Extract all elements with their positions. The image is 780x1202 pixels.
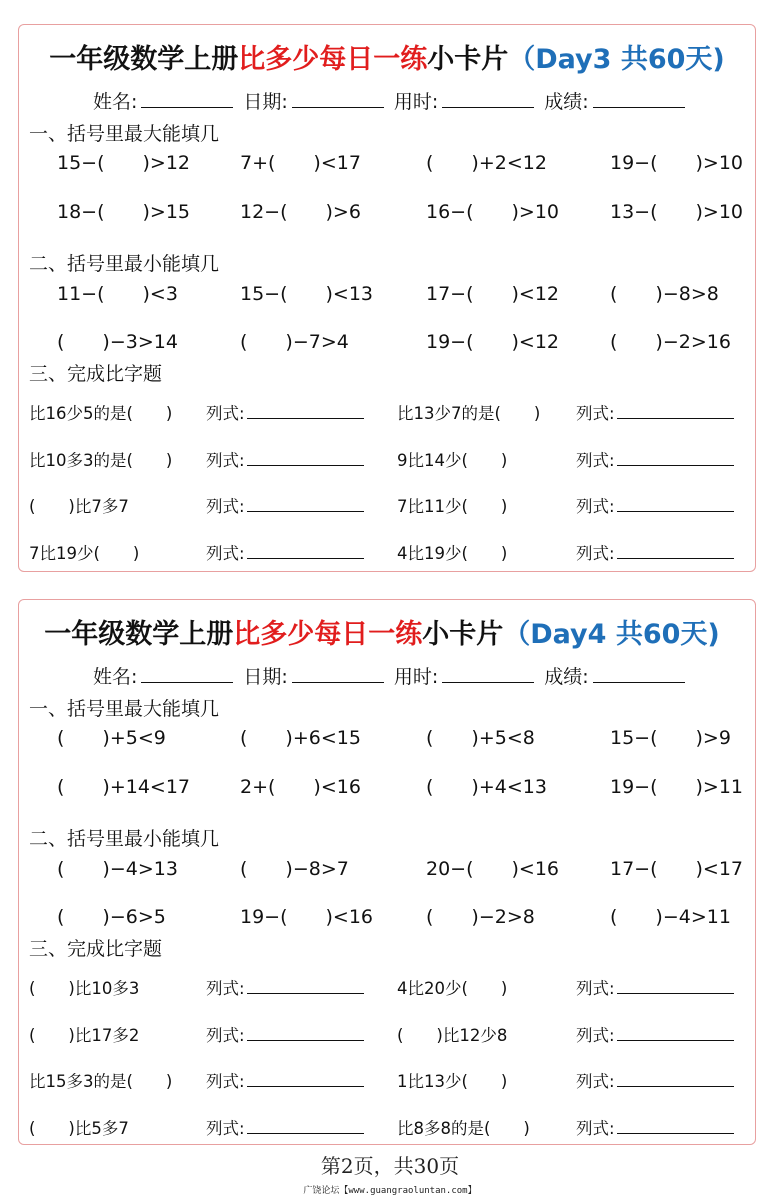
word-problem[interactable]: 9比14少( ) — [397, 451, 508, 470]
info-field — [93, 87, 233, 114]
info-field — [544, 662, 684, 689]
info-field — [394, 87, 534, 114]
formula-field[interactable] — [576, 975, 734, 999]
title-part: 比多少每日一练 — [233, 619, 423, 650]
formula-field[interactable] — [206, 493, 364, 517]
problem[interactable]: 13−( )>10 — [610, 201, 744, 223]
info-label: 用时: — [393, 666, 439, 688]
formula-label: 列式: — [576, 979, 615, 998]
formula-label: 列式: — [206, 404, 245, 423]
formula-blank-line[interactable] — [617, 544, 734, 559]
problem[interactable]: 17−( )<12 — [426, 283, 560, 305]
section-heading: 三、完成比字题 — [29, 938, 163, 960]
word-problem[interactable]: 比8多8的是( ) — [397, 1119, 530, 1138]
practice-card — [18, 24, 756, 572]
formula-blank-line[interactable] — [247, 1072, 364, 1087]
problem[interactable]: 16−( )>10 — [426, 201, 560, 223]
info-label: 姓名: — [93, 91, 138, 113]
problem[interactable]: 17−( )<17 — [610, 858, 744, 880]
formula-field[interactable] — [206, 447, 364, 471]
word-problem[interactable]: 4比20少( ) — [397, 979, 508, 998]
info-label: 姓名: — [93, 666, 138, 688]
info-row — [93, 87, 755, 114]
formula-blank-line[interactable] — [247, 1119, 364, 1134]
word-problem[interactable]: 比13少7的是( ) — [397, 404, 541, 423]
problem[interactable]: ( )+5<8 — [426, 727, 535, 749]
formula-label: 列式: — [576, 1119, 615, 1138]
formula-blank-line[interactable] — [617, 1119, 734, 1134]
info-blank-line[interactable] — [141, 666, 233, 683]
problem[interactable]: ( )−3>14 — [57, 331, 178, 353]
word-problem[interactable]: 7比11少( ) — [397, 497, 508, 516]
formula-label: 列式: — [576, 1026, 615, 1045]
problem[interactable]: ( )−2>16 — [610, 331, 731, 353]
title-part: 一年级数学上册 — [44, 619, 234, 650]
word-problem[interactable]: 比16少5的是( ) — [29, 404, 173, 423]
formula-label: 列式: — [576, 1072, 615, 1091]
formula-blank-line[interactable] — [617, 1072, 734, 1087]
formula-field[interactable] — [576, 400, 734, 424]
problem[interactable]: 2+( )<16 — [240, 776, 361, 798]
page-number: 第2页，共30页 — [320, 1154, 460, 1178]
formula-field[interactable] — [576, 1115, 734, 1139]
formula-field[interactable] — [206, 540, 364, 564]
formula-label: 列式: — [206, 544, 245, 563]
problem[interactable]: ( )−4>11 — [610, 906, 731, 928]
problem[interactable]: 15−( )<13 — [240, 283, 374, 305]
problem[interactable]: 20−( )<16 — [426, 858, 560, 880]
problem[interactable]: 12−( )>6 — [240, 201, 361, 223]
formula-blank-line[interactable] — [247, 404, 364, 419]
info-label: 日期: — [243, 91, 288, 113]
word-problem[interactable]: 比10多3的是( ) — [29, 451, 173, 470]
formula-label: 列式: — [206, 1119, 245, 1138]
word-problem[interactable]: ( )比12少8 — [397, 1026, 508, 1045]
formula-field[interactable] — [576, 493, 734, 517]
info-row — [93, 662, 755, 689]
formula-blank-line[interactable] — [247, 544, 364, 559]
problem[interactable]: 15−( )>12 — [57, 152, 191, 174]
formula-blank-line[interactable] — [617, 404, 734, 419]
formula-blank-line[interactable] — [247, 497, 364, 512]
word-problem[interactable]: 1比13少( ) — [397, 1072, 508, 1091]
problem[interactable]: 11−( )<3 — [57, 283, 178, 305]
formula-field[interactable] — [206, 975, 364, 999]
problem[interactable]: ( )+2<12 — [426, 152, 547, 174]
formula-blank-line[interactable] — [247, 979, 364, 994]
problem[interactable]: ( )+6<15 — [240, 727, 361, 749]
problem[interactable]: 15−( )>9 — [610, 727, 731, 749]
formula-field[interactable] — [576, 1068, 734, 1092]
problem[interactable]: ( )+5<9 — [57, 727, 166, 749]
formula-label: 列式: — [206, 497, 245, 516]
info-field — [544, 87, 684, 114]
formula-field[interactable] — [206, 1115, 364, 1139]
formula-field[interactable] — [206, 1022, 364, 1046]
formula-blank-line[interactable] — [617, 979, 734, 994]
formula-label: 列式: — [576, 497, 615, 516]
title-part: 小卡片 — [427, 44, 509, 75]
problem[interactable]: ( )−6>5 — [57, 906, 166, 928]
word-problem[interactable]: ( )比5多7 — [29, 1119, 129, 1138]
info-field — [93, 662, 233, 689]
problem[interactable]: ( )−8>8 — [610, 283, 719, 305]
section-heading: 一、括号里最大能填几 — [29, 123, 220, 145]
card-title — [9, 612, 755, 651]
formula-label: 列式: — [206, 1026, 245, 1045]
word-problem[interactable]: ( )比17多2 — [29, 1026, 140, 1045]
formula-blank-line[interactable] — [617, 451, 734, 466]
title-part: （Day3 共60天) — [508, 44, 725, 75]
title-part: 小卡片 — [422, 619, 504, 650]
info-field — [243, 662, 383, 689]
formula-field[interactable] — [206, 1068, 364, 1092]
formula-field[interactable] — [206, 400, 364, 424]
info-blank-line[interactable] — [292, 666, 384, 683]
problem[interactable]: ( )+14<17 — [57, 776, 191, 798]
problem[interactable]: ( )+4<13 — [426, 776, 547, 798]
word-problem[interactable]: ( )比7多7 — [29, 497, 129, 516]
title-part: 比多少每日一练 — [238, 44, 428, 75]
word-problem[interactable]: 4比19少( ) — [397, 544, 508, 563]
problem[interactable]: 19−( )<12 — [426, 331, 560, 353]
info-blank-line[interactable] — [593, 666, 685, 683]
problem[interactable]: ( )−4>13 — [57, 858, 178, 880]
problem[interactable]: ( )−2>8 — [426, 906, 535, 928]
word-problem[interactable]: 比15多3的是( ) — [29, 1072, 173, 1091]
practice-card — [18, 599, 756, 1145]
word-problem[interactable]: 7比19少( ) — [29, 544, 140, 563]
formula-label: 列式: — [576, 404, 615, 423]
problem[interactable]: ( )−8>7 — [240, 858, 349, 880]
info-blank-line[interactable] — [141, 91, 233, 108]
info-label: 用时: — [393, 91, 439, 113]
formula-field[interactable] — [576, 447, 734, 471]
section-heading: 二、括号里最小能填几 — [29, 253, 220, 275]
card-title — [19, 37, 755, 76]
formula-field[interactable] — [576, 1022, 734, 1046]
problem[interactable]: 19−( )>10 — [610, 152, 744, 174]
info-label: 日期: — [243, 666, 288, 688]
title-part: （Day4 共60天) — [503, 619, 720, 650]
info-blank-line[interactable] — [442, 91, 534, 108]
problem[interactable]: 18−( )>15 — [57, 201, 191, 223]
title-part: 一年级数学上册 — [49, 44, 239, 75]
problem[interactable]: ( )−7>4 — [240, 331, 349, 353]
formula-label: 列式: — [576, 544, 615, 563]
formula-label: 列式: — [206, 979, 245, 998]
problem[interactable]: 7+( )<17 — [240, 152, 361, 174]
info-blank-line[interactable] — [292, 91, 384, 108]
info-blank-line[interactable] — [442, 666, 534, 683]
formula-blank-line[interactable] — [247, 1026, 364, 1041]
site-watermark: 广饶论坛【www.guangraoluntan.com】 — [303, 1186, 477, 1196]
info-label: 成绩: — [544, 666, 589, 688]
formula-field[interactable] — [576, 540, 734, 564]
info-label: 成绩: — [544, 91, 589, 113]
problem[interactable]: 19−( )<16 — [240, 906, 374, 928]
word-problem[interactable]: ( )比10多3 — [29, 979, 140, 998]
info-blank-line[interactable] — [593, 91, 685, 108]
formula-label: 列式: — [206, 1072, 245, 1091]
section-heading: 二、括号里最小能填几 — [29, 828, 220, 850]
info-field — [243, 87, 383, 114]
problem[interactable]: 19−( )>11 — [610, 776, 744, 798]
formula-blank-line[interactable] — [617, 497, 734, 512]
formula-blank-line[interactable] — [247, 451, 364, 466]
info-field — [394, 662, 534, 689]
formula-blank-line[interactable] — [617, 1026, 734, 1041]
formula-label: 列式: — [206, 451, 245, 470]
formula-label: 列式: — [576, 451, 615, 470]
section-heading: 三、完成比字题 — [29, 363, 163, 385]
section-heading: 一、括号里最大能填几 — [29, 698, 220, 720]
